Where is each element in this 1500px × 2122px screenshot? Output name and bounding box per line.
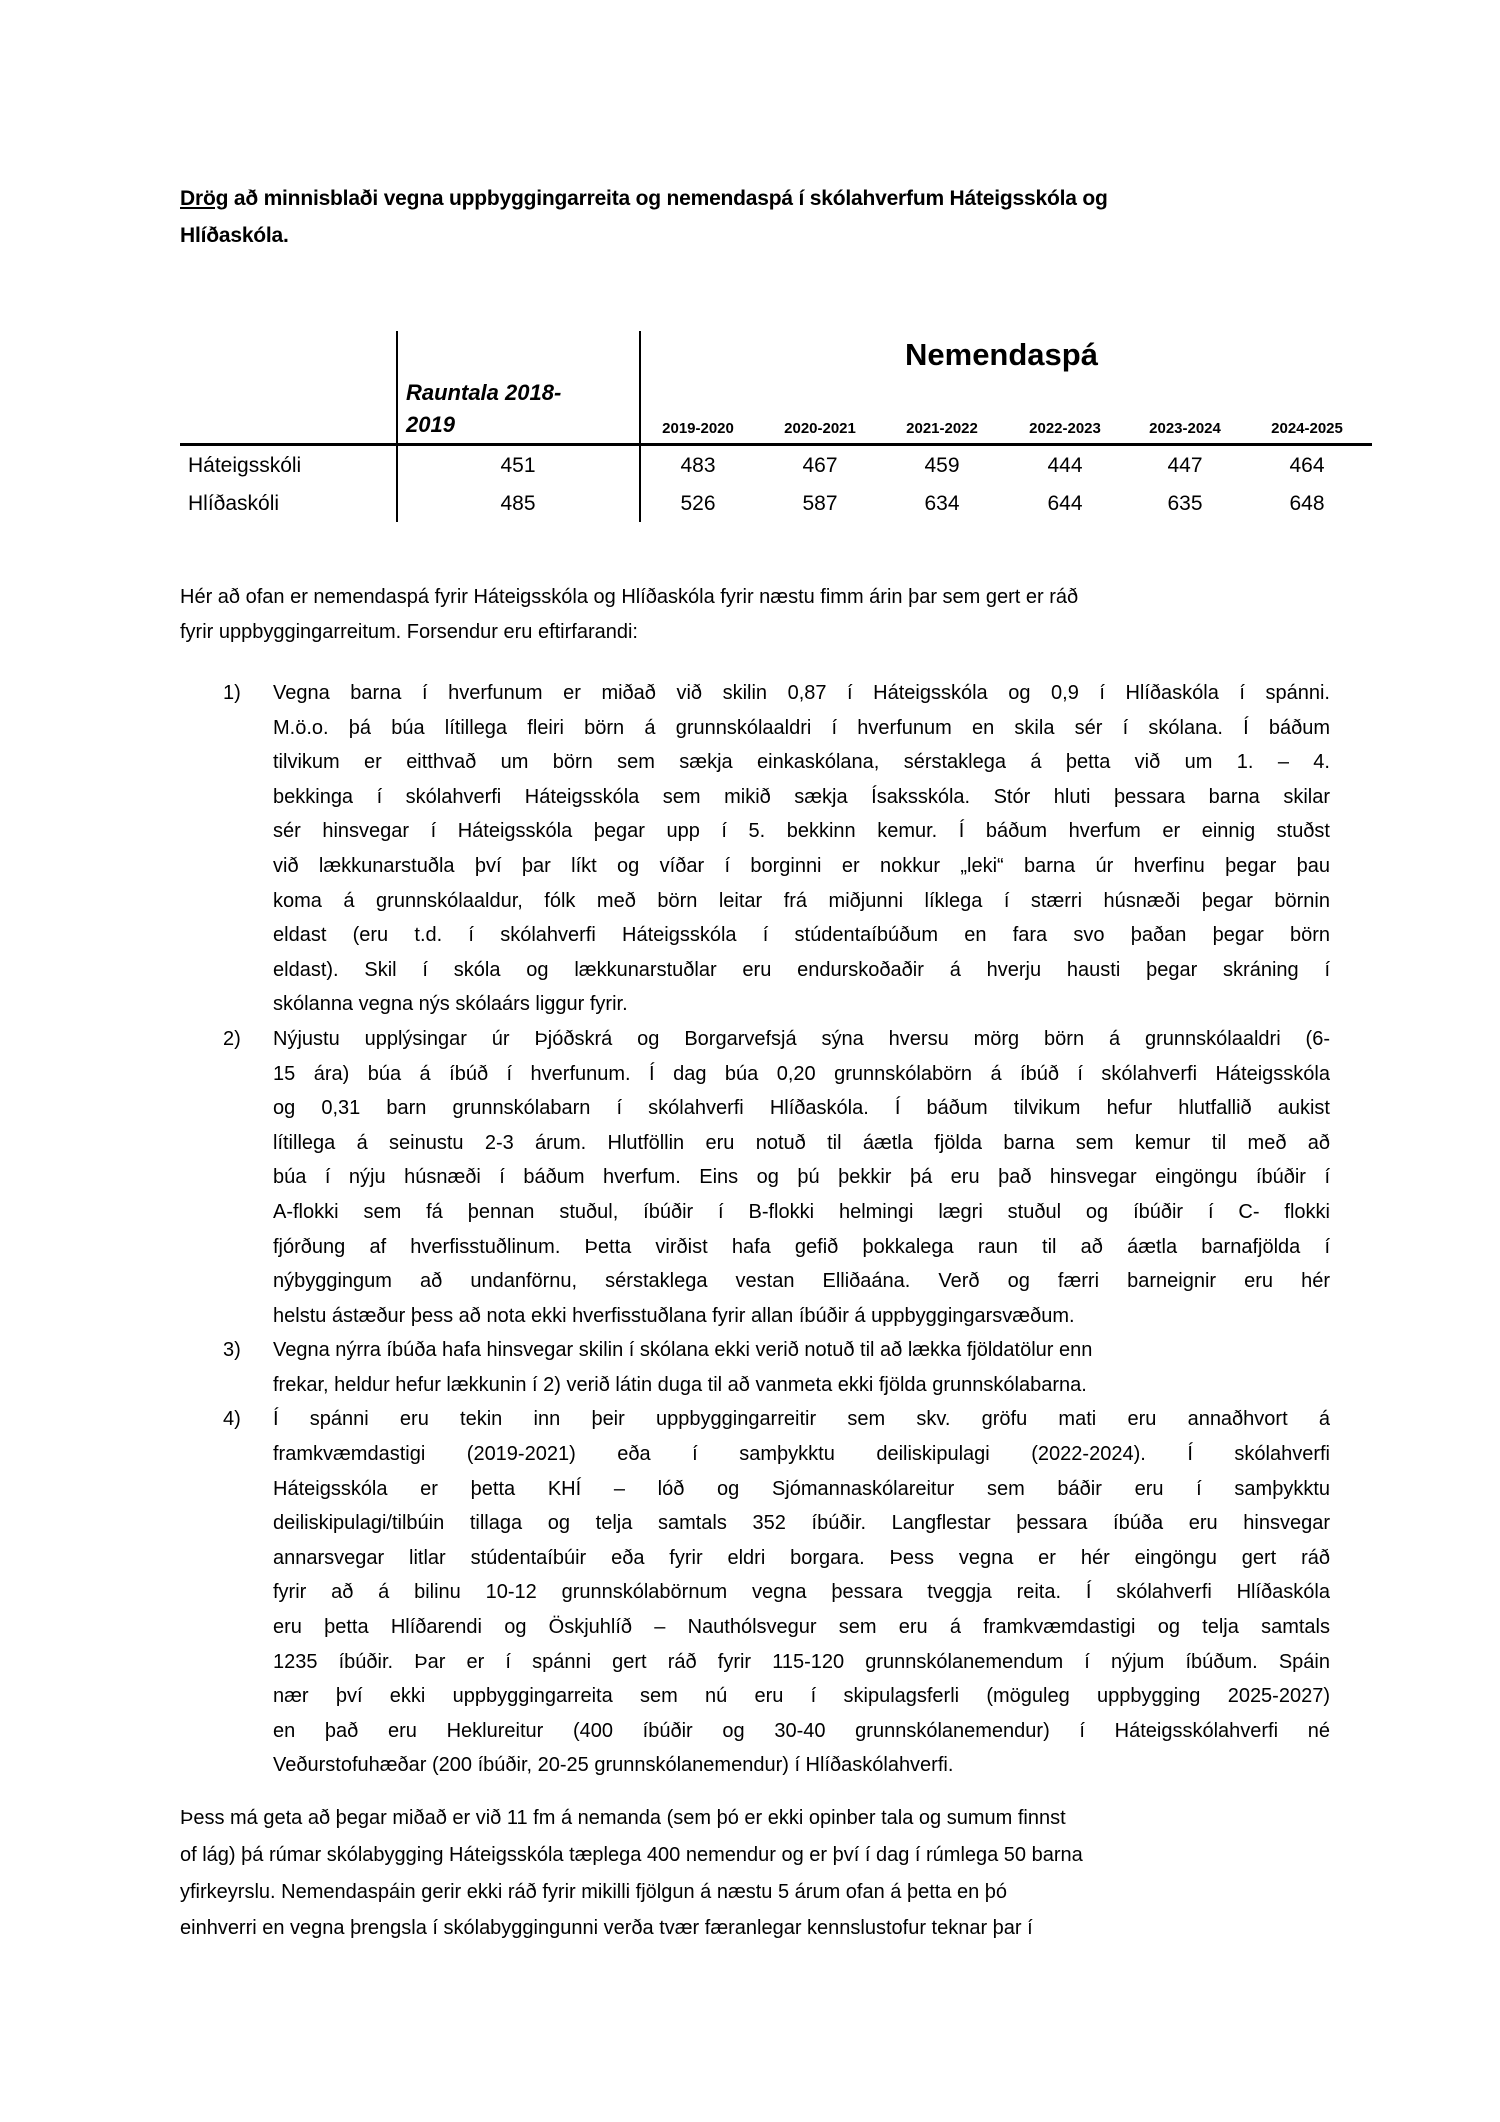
list-item-number: 1) [223,682,241,704]
text-line: nýbyggingum að undanförnu, sérstaklega vestan Elliðaána. Verð og færri barneignir eru hér [273,1270,1330,1293]
text-line: helstu ástæður þess að nota ekki hverfisstuðlana fyrir allan íbúðir á uppbyggingarsvæðum. [273,1304,1075,1327]
text-line: frekar, heldur hefur lækkunin í 2) verið látin duga til að vanmeta ekki fjölda grunnskólabarna. [273,1373,1087,1396]
text-line: framkvæmdastigi (2019-2021) eða í samþykktu deiliskipulagi (2022-2024). Í skólahverfi [273,1443,1330,1466]
text-line: Þess má geta að þegar miðað er við 11 fm á nemanda (sem þó er ekki opinber tala og sumum finnst [180,1807,1066,1829]
table-header-rule [180,443,1372,446]
text-line: deiliskipulagi/tilbúin tillaga og telja samtals 352 íbúðir. Langflestar þessara íbúða eru hinsvegar [273,1512,1330,1535]
text-line: yfirkeyrslu. Nemendaspáin gerir ekki ráð fyrir mikilli fjölgun á næstu 5 árum ofan á þetta en þó [180,1880,1008,1903]
final-paragraph [180,1800,1083,1947]
text-line: og 0,31 barn grunnskólabarn í skólahverfi Hlíðaskóla. Í báðum tilvikum hefur hlutfallið aukist [273,1097,1330,1120]
list-item-number: 2) [223,1027,241,1050]
text-line: Hér að ofan er nemendaspá fyrir Háteigsskóla og Hlíðaskóla fyrir næstu fimm árin þar sem gert er ráð [180,586,1079,608]
table-divider [396,331,398,522]
year-header: 2020-2021 [784,420,856,437]
text-line: lítillega á seinustu 2-3 árum. Hlutföllin eru notuð til áætla fjölda barna sem kemur til með að [273,1131,1330,1154]
title-line-1 [180,180,1108,217]
text-line: tilvikum er eitthvað um börn sem sækja einkaskólana, sérstaklega á þetta við um 1. – 4. [273,751,1330,774]
text-line: fyrir að á bilinu 10-12 grunnskólabörnum vegna þessara tveggja reita. Í skólahverfi Hlíðaskóla [273,1581,1330,1604]
forecast-value: 635 [1167,492,1203,515]
text-line: Háteigsskóla er þetta KHÍ – lóð og Sjómannaskólareitur sem báðir eru í samþykktu [273,1477,1330,1500]
text-line: fyrir uppbyggingarreitum. Forsendur eru eftirfarandi: [180,620,638,643]
forecast-value: 467 [802,454,838,477]
text-line: Veðurstofuhæðar (200 íbúðir, 20-25 grunnskólanemendur) í Hlíðaskólahverfi. [273,1754,954,1777]
forecast-value: 634 [924,492,960,515]
text-line: fjórðung af hverfisstuðlinum. Þetta virðist hafa gefið þokkalega raun til að áætla barnafjölda í [273,1235,1330,1258]
text-line: Nýjustu upplýsingar úr Þjóðskrá og Borgarvefsjá sýna hversu mörg börn á grunnskólaaldri (6- [273,1027,1330,1050]
title-line-2: Hlíðaskóla. [180,224,289,247]
list-item [223,1402,1330,1783]
list-item [223,1333,1330,1402]
forecast-group-header: Nemendaspá [905,337,1098,372]
text-line: of lág) þá rúmar skólabygging Háteigsskóla tæplega 400 nemendur og er því í dag í rúmlega 50 barna [180,1843,1083,1866]
intro-paragraph [180,580,1078,649]
year-header: 2022-2023 [1029,420,1101,437]
document-title [180,180,1108,254]
school-name: Háteigsskóli [188,454,302,477]
forecast-value: 644 [1047,492,1083,515]
year-header: 2023-2024 [1149,420,1221,437]
list-item [223,1022,1330,1333]
text-line: skólanna vegna nýs skólaárs liggur fyrir. [273,993,628,1016]
year-header: 2024-2025 [1271,420,1343,437]
text-line: nær því ekki uppbyggingarreita sem nú eru í skipulagsferli (möguleg uppbygging 2025-2027) [273,1685,1330,1708]
text-line: eru þetta Hlíðarendi og Öskjuhlíð – Nauthólsvegur sem eru á framkvæmdastigi og telja samtals [273,1616,1330,1639]
text-line: Í spánni eru tekin inn þeir uppbyggingarreitir sem skv. gröfu mati eru annaðhvort á [273,1408,1330,1431]
table-divider [639,331,641,522]
actual-value: 485 [500,492,536,515]
year-header: 2019-2020 [662,420,734,437]
actual-header-line-1: Rauntala 2018- [406,380,562,405]
forecast-value: 483 [680,454,716,477]
text-line: M.ö.o. þá búa lítillega fleiri börn á grunnskólaaldri í hverfunum en skila sér í skólana. Í báðum [273,716,1330,739]
text-line: Vegna nýrra íbúða hafa hinsvegar skilin í skólana ekki verið notuð til að lækka fjöldatölur enn [273,1339,1093,1362]
text-line: annarsvegar litlar stúdentaíbúir eða fyrir eldri borgara. Þess vegna er hér eingöngu gert ráð [273,1546,1330,1569]
text-line: einhverri en vegna þrengsla í skólabyggingunni verða tvær færanlegar kennslustofur teknar þar í [180,1917,1033,1940]
text-line: við lækkunarstuðla því þar líkt og víðar í borginni er nokkur „leki“ barna úr hverfinu þegar þau [273,854,1330,877]
text-line: en það eru Heklureitur (400 íbúðir og 30-40 grunnskólanemendur) í Háteigsskólahverfi né [273,1719,1330,1742]
forecast-value: 526 [680,492,716,515]
forecast-value: 444 [1047,454,1083,477]
text-line: 1235 íbúðir. Þar er í spánni gert ráð fyrir 115-120 grunnskólanemendum í nýjum íbúðum. Spáin [273,1650,1330,1673]
text-line: Vegna barna í hverfunum er miðað við skilin 0,87 í Háteigsskóla og 0,9 í Hlíðaskóla í spánni. [273,682,1330,704]
text-line: sér hinsvegar í Háteigsskóla þegar upp í 5. bekkinn kemur. Í báðum hverfum er einnig stuðst [273,820,1330,843]
year-header: 2021-2022 [906,420,978,437]
actual-value: 451 [500,454,536,477]
assumptions-list [223,676,1330,1783]
title-text: að minnisblaði vegna uppbyggingarreita og nemendaspá í skólahverfum Háteigsskóla og [228,187,1108,210]
text-line: 15 ára) búa á íbúð í hverfunum. Í dag búa 0,20 grunnskólabörn á íbúð í skólahverfi Háteigsskóla [273,1062,1330,1085]
list-item [223,676,1330,1022]
list-item-number: 3) [223,1339,241,1362]
text-line: A-flokki sem fá þennan stuðul, íbúðir í B-flokki helmingi lægri stuðul og íbúðir í C- flokki [273,1200,1330,1223]
text-line: búa í nýju húsnæði í báðum hverfum. Eins og þú þekkir þá eru það hinsvegar eingöngu íbúðir í [273,1166,1330,1189]
text-line: eldast (eru t.d. í skólahverfi Háteigsskóla í stúdentaíbúðum en fara svo þaðan þegar börn [273,924,1330,947]
forecast-value: 587 [802,492,838,515]
list-item-number: 4) [223,1408,241,1431]
actual-header [406,380,561,438]
title-draft-word: Drög [180,187,229,210]
text-line: eldast). Skil í skóla og lækkunarstuðlar eru endurskoðaðir á hverju hausti þegar skráning í [273,958,1330,981]
forecast-value: 459 [924,454,960,477]
school-name: Hlíðaskóli [188,492,280,515]
forecast-value: 464 [1289,454,1325,477]
text-line: bekkinga í skólahverfi Háteigsskóla sem mikið sækja Ísaksskóla. Stór hluti þessara barna skilar [273,785,1330,808]
forecast-value: 648 [1289,492,1325,515]
text-line: koma á grunnskólaaldur, fólk með börn leitar frá miðjunni líklega í stærri húsnæði þegar börnin [273,889,1330,912]
forecast-value: 447 [1167,454,1203,477]
actual-header-line-2: 2019 [406,412,455,437]
